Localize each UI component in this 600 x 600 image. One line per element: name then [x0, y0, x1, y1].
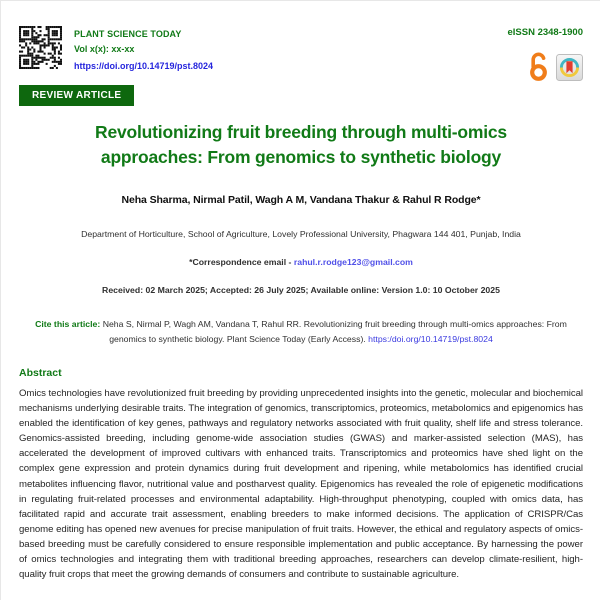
affiliation-line: Department of Horticulture, School of Agriculture, Lovely Professional University, Phagwara 144 401, Punjab, India	[81, 229, 521, 239]
qr-code-icon	[19, 26, 62, 69]
journal-doi-link[interactable]: https://doi.org/10.14719/pst.8024	[74, 61, 214, 71]
journal-name: PLANT SCIENCE TODAY	[74, 29, 182, 39]
page-header	[19, 26, 583, 81]
citation-block	[19, 317, 583, 347]
correspondence-label: *Correspondence email -	[189, 257, 294, 267]
article-title: Revolutionizing fruit breeding through multi-omics approaches: From genomics to synthetic biology	[95, 122, 507, 167]
cite-label: Cite this article:	[35, 319, 103, 329]
journal-volume: Vol x(x): xx-xx	[74, 44, 135, 54]
article-page	[1, 1, 600, 582]
authors-line: Neha Sharma, Nirmal Patil, Wagh A M, Vandana Thakur & Rahul R Rodge*	[121, 194, 481, 206]
eissn-label: eISSN 2348-1900	[507, 27, 583, 38]
article-type-badge: REVIEW ARTICLE	[19, 85, 134, 106]
abstract-heading: Abstract	[19, 367, 62, 379]
open-access-padlock-icon	[528, 51, 549, 81]
crossmark-badge-icon[interactable]	[556, 54, 583, 81]
correspondence-line	[19, 257, 583, 267]
abstract-body: Omics technologies have revolutionized fruit breeding by providing unprecedented insights into the genetic, molecular and biochemical mechanisms underlying desirable traits. The integration of genomics, transcriptomics, proteomics, metabolomics and epigenomics has enabled the identification of key genes, pathways and regulatory networks associated with fruit quality, shelf life and stress tolerance. Genomics-assisted breeding, including genome-wide association studies (GWAS) and marker-assisted selection (MAS), has accelerated the development of improved cultivars with enhanced traits. Transcriptomics and proteomics have shed light on the complex gene expression and protein dynamics during fruit development and ripening, while metabolomics has identified crucial metabolites influencing flavor, nutritional value and postharvest quality. Epigenomics has revealed the role of epigenetic modifications in regulating fruit-related processes and environmental adaptability. High-throughput phenotyping, coupled with omics data, has facilitated rapid and accurate trait assessment, enabling breeders to make informed decisions. The application of CRISPR/Cas genome editing has opened new avenues for precise manipulation of fruit traits. However, the ethical and regulatory aspects of omics-based breeding must be carefully considered to ensure responsible implementation and public acceptance. By harnessing the power of omics technologies and integrating them with traditional breeding approaches, researchers can develop climate-resilient, high-quality fruit crops that meet the growing demands of consumers and contribute to sustainable agriculture.	[19, 388, 583, 581]
correspondence-email-link[interactable]: rahul.r.rodge123@gmail.com	[293, 257, 413, 267]
journal-info	[74, 26, 213, 74]
header-right	[507, 26, 583, 81]
cite-text: Neha S, Nirmal P, Wagh AM, Vandana T, Rahul RR. Revolutionizing fruit breeding through multi-omics approaches: From genomics to synthetic biology. Plant Science Today (Early Access).	[102, 319, 567, 344]
dates-line: Received: 02 March 2025; Accepted: 26 July 2025; Available online: Version 1.0: 10 October 2025	[102, 285, 500, 295]
cite-doi-link[interactable]: https:/doi.org/10.14719/pst.8024	[368, 334, 493, 344]
